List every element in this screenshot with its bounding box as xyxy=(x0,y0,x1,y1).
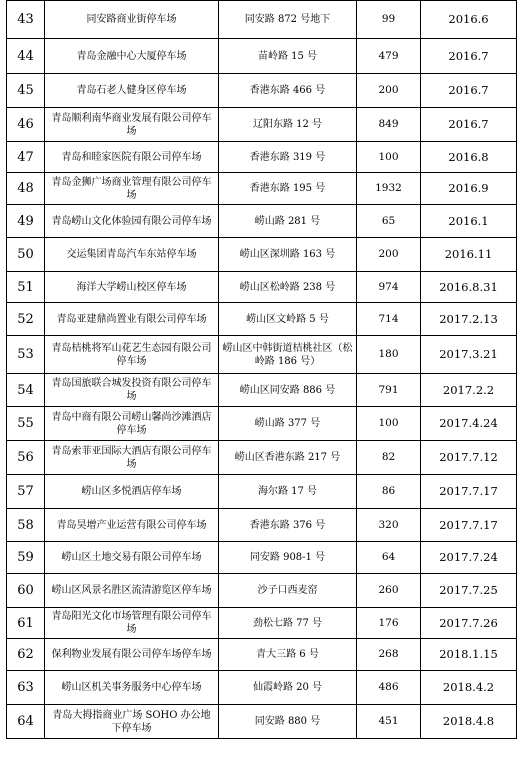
parking-lot-address: 辽阳东路 12 号 xyxy=(219,108,357,142)
parking-lot-address: 仙霞岭路 20 号 xyxy=(219,671,357,705)
parking-capacity: 791 xyxy=(357,374,421,407)
registration-date: 2017.7.17 xyxy=(421,475,517,509)
registration-date: 2016.7 xyxy=(421,108,517,142)
table-row xyxy=(7,205,517,238)
row-number: 63 xyxy=(7,671,45,705)
registration-date: 2016.6 xyxy=(421,1,517,39)
registration-date: 2016.7 xyxy=(421,74,517,108)
parking-capacity: 82 xyxy=(357,441,421,475)
parking-capacity: 180 xyxy=(357,336,421,374)
row-number: 55 xyxy=(7,407,45,441)
row-number: 44 xyxy=(7,39,45,74)
parking-capacity: 64 xyxy=(357,542,421,574)
table-row xyxy=(7,542,517,574)
row-number: 59 xyxy=(7,542,45,574)
parking-capacity: 320 xyxy=(357,509,421,542)
parking-lot-address: 同安路 872 号地下 xyxy=(219,1,357,39)
registration-date: 2016.7 xyxy=(421,39,517,74)
parking-lot-address: 崂山区香港东路 217 号 xyxy=(219,441,357,475)
table-row xyxy=(7,173,517,205)
parking-capacity: 99 xyxy=(357,1,421,39)
registration-date: 2016.11 xyxy=(421,238,517,272)
parking-lot-address: 香港东路 376 号 xyxy=(219,509,357,542)
registration-date: 2017.7.12 xyxy=(421,441,517,475)
row-number: 45 xyxy=(7,74,45,108)
parking-capacity: 451 xyxy=(357,705,421,739)
parking-lot-name: 青岛索菲亚国际大酒店有限公司停车场 xyxy=(45,441,219,475)
parking-lot-address: 劲松七路 77 号 xyxy=(219,608,357,639)
row-number: 58 xyxy=(7,509,45,542)
parking-lot-address: 同安路 880 号 xyxy=(219,705,357,739)
row-number: 52 xyxy=(7,303,45,336)
parking-lot-name: 青岛阳光文化市场管理有限公司停车场 xyxy=(45,608,219,639)
row-number: 61 xyxy=(7,608,45,639)
table-row xyxy=(7,705,517,739)
parking-lot-address: 崂山区中韩街道桔桃社区（松岭路 186 号） xyxy=(219,336,357,374)
registration-date: 2017.7.25 xyxy=(421,574,517,608)
parking-lot-address: 香港东路 466 号 xyxy=(219,74,357,108)
parking-lot-name: 青岛大拇指商业广场 SOHO 办公地下停车场 xyxy=(45,705,219,739)
table-row xyxy=(7,74,517,108)
row-number: 64 xyxy=(7,705,45,739)
table-row xyxy=(7,303,517,336)
registration-date: 2016.9 xyxy=(421,173,517,205)
registration-date: 2018.4.2 xyxy=(421,671,517,705)
parking-capacity: 100 xyxy=(357,407,421,441)
row-number: 47 xyxy=(7,142,45,173)
parking-lot-name: 青岛昊增产业运营有限公司停车场 xyxy=(45,509,219,542)
registration-date: 2017.2.2 xyxy=(421,374,517,407)
parking-capacity: 479 xyxy=(357,39,421,74)
parking-lot-table-page xyxy=(6,0,516,739)
table-row xyxy=(7,509,517,542)
table-body xyxy=(7,1,517,739)
parking-lot-name: 崂山区土地交易有限公司停车场 xyxy=(45,542,219,574)
parking-capacity: 849 xyxy=(357,108,421,142)
row-number: 43 xyxy=(7,1,45,39)
table-row xyxy=(7,1,517,39)
parking-lot-name: 青岛顺利南华商业发展有限公司停车场 xyxy=(45,108,219,142)
registration-date: 2017.7.26 xyxy=(421,608,517,639)
registration-date: 2017.3.21 xyxy=(421,336,517,374)
row-number: 51 xyxy=(7,272,45,303)
parking-capacity: 268 xyxy=(357,639,421,671)
registration-date: 2016.1 xyxy=(421,205,517,238)
row-number: 46 xyxy=(7,108,45,142)
row-number: 49 xyxy=(7,205,45,238)
parking-lot-table xyxy=(6,0,517,739)
parking-capacity: 714 xyxy=(357,303,421,336)
registration-date: 2016.8 xyxy=(421,142,517,173)
registration-date: 2017.7.17 xyxy=(421,509,517,542)
parking-lot-address: 崂山路 281 号 xyxy=(219,205,357,238)
row-number: 60 xyxy=(7,574,45,608)
table-row xyxy=(7,238,517,272)
parking-lot-address: 香港东路 319 号 xyxy=(219,142,357,173)
row-number: 57 xyxy=(7,475,45,509)
parking-lot-name: 海洋大学崂山校区停车场 xyxy=(45,272,219,303)
row-number: 62 xyxy=(7,639,45,671)
parking-lot-name: 崂山区机关事务服务中心停车场 xyxy=(45,671,219,705)
parking-lot-address: 崂山区文岭路 5 号 xyxy=(219,303,357,336)
parking-lot-address: 沙子口西麦窑 xyxy=(219,574,357,608)
table-row xyxy=(7,441,517,475)
table-row xyxy=(7,39,517,74)
parking-lot-name: 青岛金融中心大厦停车场 xyxy=(45,39,219,74)
table-row xyxy=(7,374,517,407)
table-row xyxy=(7,608,517,639)
parking-lot-address: 香港东路 195 号 xyxy=(219,173,357,205)
parking-lot-address: 苗岭路 15 号 xyxy=(219,39,357,74)
parking-lot-name: 青岛崂山文化体验园有限公司停车场 xyxy=(45,205,219,238)
table-row xyxy=(7,407,517,441)
parking-lot-address: 同安路 908-1 号 xyxy=(219,542,357,574)
row-number: 54 xyxy=(7,374,45,407)
parking-capacity: 200 xyxy=(357,238,421,272)
parking-lot-name: 崂山区风景名胜区流清游览区停车场 xyxy=(45,574,219,608)
parking-capacity: 486 xyxy=(357,671,421,705)
table-row xyxy=(7,671,517,705)
registration-date: 2017.4.24 xyxy=(421,407,517,441)
table-row xyxy=(7,574,517,608)
parking-lot-name: 青岛国旅联合城发投资有限公司停车场 xyxy=(45,374,219,407)
registration-date: 2017.7.24 xyxy=(421,542,517,574)
table-row xyxy=(7,336,517,374)
parking-capacity: 86 xyxy=(357,475,421,509)
parking-lot-name: 青岛和睦家医院有限公司停车场 xyxy=(45,142,219,173)
parking-capacity: 1932 xyxy=(357,173,421,205)
parking-lot-address: 崂山区深圳路 163 号 xyxy=(219,238,357,272)
registration-date: 2016.8.31 xyxy=(421,272,517,303)
parking-lot-address: 海尔路 17 号 xyxy=(219,475,357,509)
table-row xyxy=(7,142,517,173)
parking-lot-name: 交运集团青岛汽车东站停车场 xyxy=(45,238,219,272)
table-row xyxy=(7,475,517,509)
registration-date: 2017.2.13 xyxy=(421,303,517,336)
parking-lot-address: 崂山区松岭路 238 号 xyxy=(219,272,357,303)
table-row xyxy=(7,272,517,303)
parking-lot-address: 崂山路 377 号 xyxy=(219,407,357,441)
table-row xyxy=(7,108,517,142)
row-number: 53 xyxy=(7,336,45,374)
parking-lot-name: 同安路商业街停车场 xyxy=(45,1,219,39)
row-number: 56 xyxy=(7,441,45,475)
parking-lot-address: 崂山区同安路 886 号 xyxy=(219,374,357,407)
parking-capacity: 65 xyxy=(357,205,421,238)
parking-capacity: 100 xyxy=(357,142,421,173)
parking-capacity: 200 xyxy=(357,74,421,108)
parking-lot-address: 青大三路 6 号 xyxy=(219,639,357,671)
table-row xyxy=(7,639,517,671)
parking-lot-name: 崂山区多悦酒店停车场 xyxy=(45,475,219,509)
parking-lot-name: 青岛亚建鼎尚置业有限公司停车场 xyxy=(45,303,219,336)
registration-date: 2018.4.8 xyxy=(421,705,517,739)
parking-lot-name: 青岛中商有限公司崂山馨尚沙滩酒店停车场 xyxy=(45,407,219,441)
parking-capacity: 260 xyxy=(357,574,421,608)
parking-capacity: 974 xyxy=(357,272,421,303)
parking-capacity: 176 xyxy=(357,608,421,639)
registration-date: 2018.1.15 xyxy=(421,639,517,671)
row-number: 50 xyxy=(7,238,45,272)
parking-lot-name: 青岛石老人健身区停车场 xyxy=(45,74,219,108)
parking-lot-name: 保利物业发展有限公司停车场停车场 xyxy=(45,639,219,671)
parking-lot-name: 青岛桔桃将军山花艺生态园有限公司停车场 xyxy=(45,336,219,374)
row-number: 48 xyxy=(7,173,45,205)
parking-lot-name: 青岛金狮广场商业管理有限公司停车场 xyxy=(45,173,219,205)
